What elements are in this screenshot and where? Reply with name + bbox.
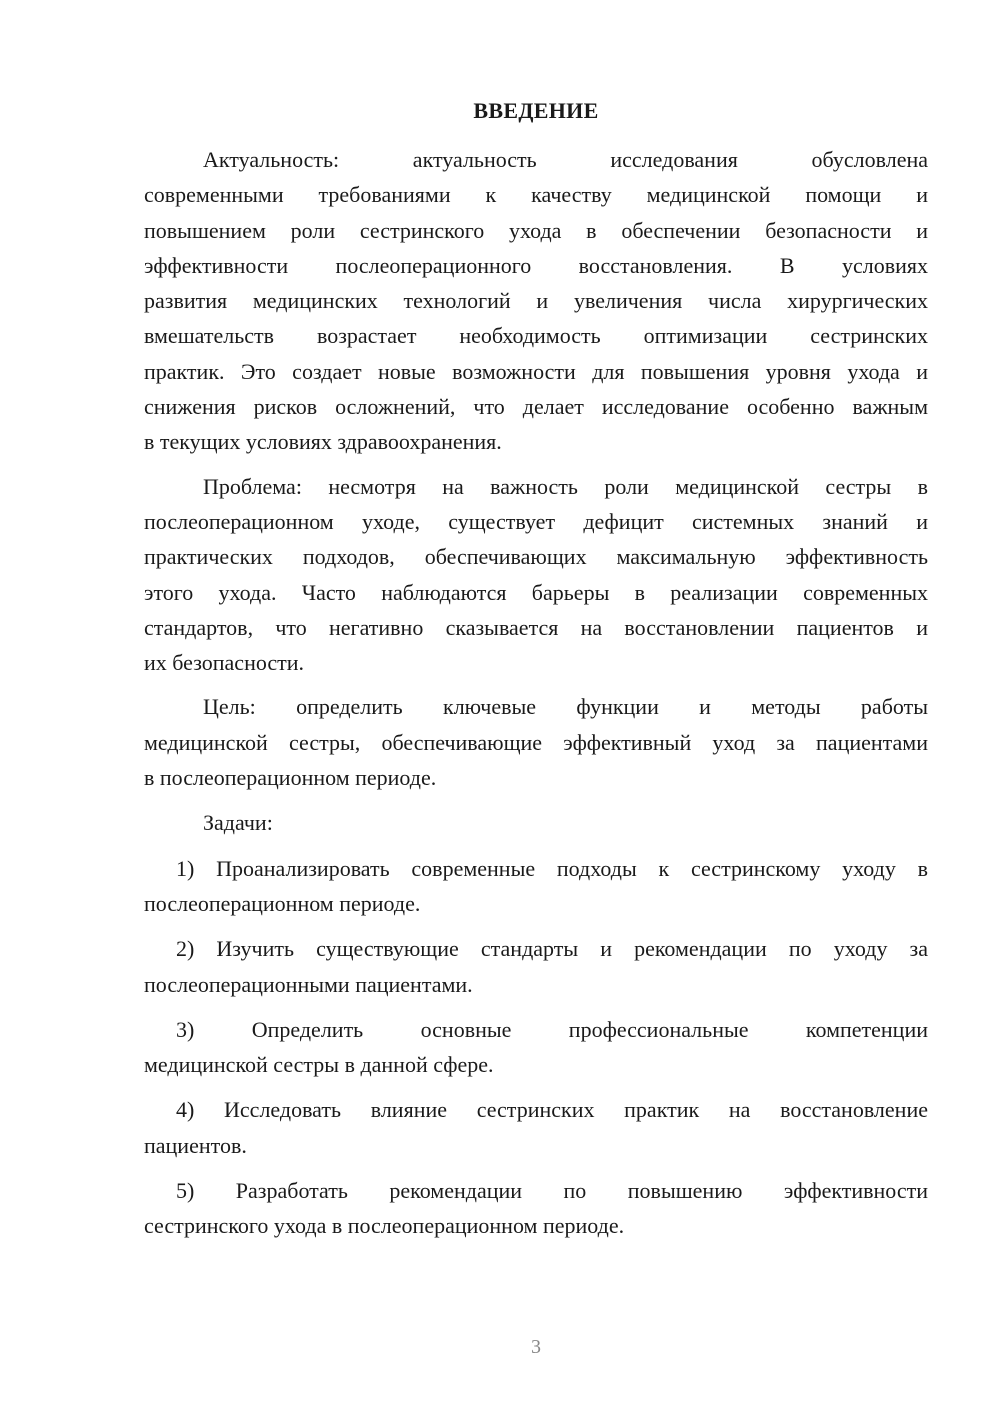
goal-line: в послеоперационном периоде. [144,765,437,791]
task-line: пациентов. [144,1132,247,1158]
relevance-line: современными требованиями к качеству медицинской помощи и [144,182,928,208]
tasks-label: Задачи: [203,810,273,836]
relevance-line: эффективности послеоперационного восстановления. В условиях [144,252,928,278]
problem-paragraph [144,469,928,681]
task-item [144,931,928,1002]
problem-line: их безопасности. [144,650,305,676]
task-line: послеоперационными пациентами. [144,971,473,997]
relevance-line: снижения рисков осложнений, что делает исследование особенно важным [144,394,928,420]
task-line: сестринского ухода в послеоперационном периоде. [144,1213,625,1239]
task-line: медицинской сестры в данной сфере. [144,1052,494,1078]
task-item [144,1173,928,1244]
document-body [144,142,928,1244]
relevance-line: Актуальность: актуальность исследования обусловлена [203,147,928,172]
goal-line: медицинской сестры, обеспечивающие эффективный уход за пациентами [144,729,928,755]
relevance-line: развития медицинских технологий и увеличения числа хирургических [144,288,928,314]
problem-line: Проблема: несмотря на важность роли медицинской сестры в [203,473,928,499]
task-line: 2) Изучить существующие стандарты и рекомендации по уходу за [176,936,928,962]
relevance-line: в текущих условиях здравоохранения. [144,429,502,455]
task-item [144,1012,928,1083]
goal-paragraph [144,689,928,795]
problem-line: этого ухода. Часто наблюдаются барьеры в реализации современных [144,579,928,605]
relevance-line: практик. Это создает новые возможности для повышения уровня ухода и [144,358,928,384]
task-line: 1) Проанализировать современные подходы к сестринскому уходу в [176,855,928,881]
section-title: ВВЕДЕНИЕ [473,98,599,123]
relevance-line: вмешательств возрастает необходимость оптимизации сестринских [144,323,928,349]
task-line: 4) Исследовать влияние сестринских практик на восстановление [176,1097,928,1123]
task-line: 3) Определить основные профессиональные компетенции [176,1016,928,1042]
problem-line: практических подходов, обеспечивающих максимальную эффективность [144,544,928,570]
tasks-heading [144,805,928,840]
page-number: 3 [531,1336,541,1358]
goal-line: Цель: определить ключевые функции и методы работы [203,694,928,720]
relevance-paragraph [144,142,928,460]
problem-line: послеоперационном уходе, существует дефицит системных знаний и [144,508,928,534]
task-line: послеоперационном периоде. [144,890,421,916]
problem-line: стандартов, что негативно сказывается на восстановлении пациентов и [144,614,928,640]
task-item [144,851,928,922]
relevance-line: повышением роли сестринского ухода в обеспечении безопасности и [144,217,928,243]
task-line: 5) Разработать рекомендации по повышению эффективности [176,1178,928,1204]
task-item [144,1092,928,1163]
